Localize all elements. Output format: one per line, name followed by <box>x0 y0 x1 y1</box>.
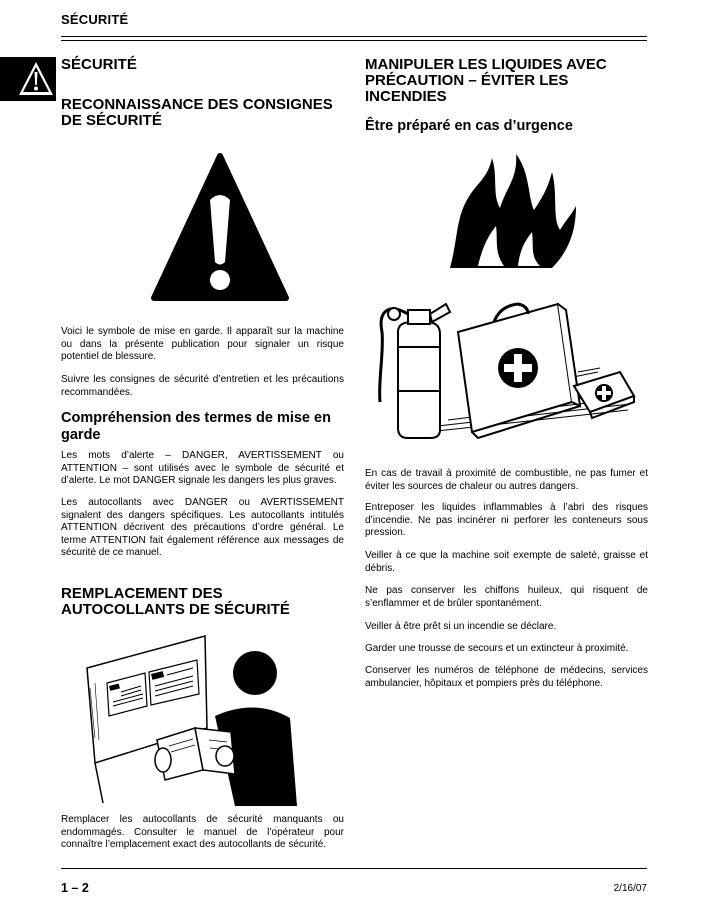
paragraph: Les mots d’alerte – DANGER, AVERTISSEMENT ou ATTENTION – sont utilisés avec le symbole de sécurité et d’alerte. Le mot DANGER signale les dangers les plus graves. <box>61 450 344 486</box>
section-heading-fire: MANIPULER LES LIQUIDES AVEC PRÉCAUTION – ÉVITER LES INCENDIES <box>365 56 607 105</box>
safety-tab <box>0 57 56 101</box>
person-reading-manual-illustration <box>85 628 310 806</box>
paragraph: Entreposer les liquides inflammables à l’abri des risques d’incendie. Ne pas incinérer ni perforer les conteneurs sous pression. <box>365 502 648 538</box>
section-heading-recognize: RECONNAISSANCE DES CONSIGNES DE SÉCURITÉ <box>61 96 333 129</box>
footer-rule <box>61 868 647 869</box>
paragraph: Veiller à ce que la machine soit exempte de saleté, graisse et débris. <box>365 550 648 574</box>
page-date: 2/16/07 <box>613 883 647 894</box>
paragraph: Veiller à être prêt si un incendie se déclare. <box>365 621 557 632</box>
warning-triangle-icon <box>0 57 56 101</box>
subheading-emergency: Être préparé en cas d’urgence <box>365 118 573 134</box>
section-heading-terms: Compréhension des termes de mise en garde <box>61 410 331 443</box>
page-title: SÉCURITÉ <box>61 56 137 73</box>
paragraph: Remplacer les autocollants de sécurité manquants ou endommagés. Consulter le manuel de l’opérateur pour connaître l’emplacement exact des autocollants de sécurité. <box>61 814 344 850</box>
paragraph: Les autocollants avec DANGER ou AVERTISSEMENT signalent des dangers spécifiques. Les autocollants intitulés ATTENTION décrivent des précautions d’ordre général. Le terme ATTENTION fait également référence aux messages de sécurité de ce manuel. <box>61 497 344 558</box>
safety-alert-symbol <box>150 150 290 302</box>
paragraph: Ne pas conserver les chiffons huileux, qui risquent de s’enflammer et de brûler spontanément. <box>365 585 648 609</box>
paragraph: En cas de travail à proximité de combustible, ne pas fumer et éviter les sources de chaleur ou autres dangers. <box>365 468 648 492</box>
paragraph: Suivre les consignes de sécurité d’entretien et les précautions recommandées. <box>61 374 344 398</box>
paragraph: Conserver les numéros de téléphone de médecins, services ambulancier, hôpitaux et pompiers près du téléphone. <box>365 665 648 689</box>
header-rule <box>61 36 647 41</box>
section-heading-decals: REMPLACEMENT DES AUTOCOLLANTS DE SÉCURITÉ <box>61 585 290 618</box>
flames-illustration <box>448 148 578 270</box>
paragraph: Voici le symbole de mise en garde. Il apparaît sur la machine ou dans la présente publication pour signaler un risque potentiel de blessure. <box>61 326 344 362</box>
running-head: SÉCURITÉ <box>61 12 129 27</box>
page-number: 1 – 2 <box>61 881 89 895</box>
extinguisher-first-aid-illustration <box>368 292 640 444</box>
paragraph: Garder une trousse de secours et un extincteur à proximité. <box>365 643 629 654</box>
